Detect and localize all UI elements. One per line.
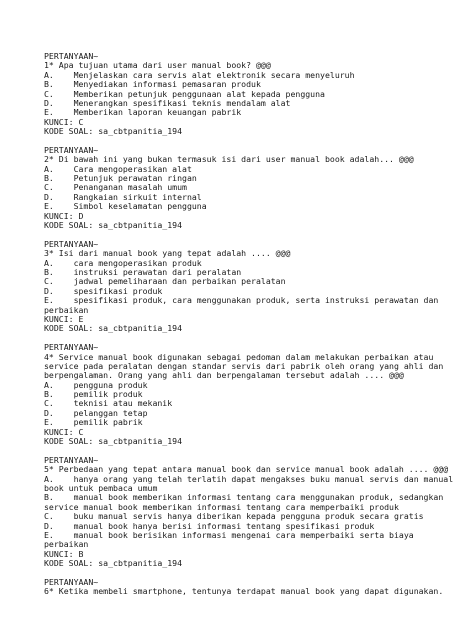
question-header: PERTANYAAN~ bbox=[44, 51, 99, 61]
question-line: E. Simbol keselamatan pengguna bbox=[44, 201, 207, 212]
question-line: KUNCI: E bbox=[44, 313, 84, 324]
question-line: D. pelanggan tetap bbox=[44, 407, 148, 418]
question-block bbox=[44, 343, 469, 446]
question-line: service pada peralatan dengan standar servis dari pabrik oleh orang yang ahli dan bbox=[44, 360, 444, 371]
question-line: KUNCI: B bbox=[44, 548, 84, 559]
question-line: D. spesifikasi produk bbox=[44, 285, 163, 296]
question-line: perbaikan bbox=[44, 539, 89, 550]
question-line: book untuk pembaca umum bbox=[44, 482, 158, 493]
question-line: B. pemilik produk bbox=[44, 389, 143, 400]
blank-line bbox=[44, 568, 469, 577]
question-header: PERTANYAAN~ bbox=[44, 144, 99, 155]
blank-line bbox=[44, 334, 469, 343]
question-line: 2* Di bawah ini yang bukan termasuk isi dari user manual book adalah... @@@ bbox=[44, 154, 414, 165]
question-line: A. hanya orang yang telah terlatih dapat mengakses buku manual servis dan manual bbox=[44, 473, 454, 484]
question-line: KUNCI: C bbox=[44, 116, 84, 127]
question-header: PERTANYAAN~ bbox=[44, 576, 99, 587]
question-line: E. pemilik pabrik bbox=[44, 417, 143, 428]
question-line: 5* Perbedaan yang tepat antara manual book dan service manual book adalah .... @@@ bbox=[44, 464, 449, 475]
question-line: B. instruksi perawatan dari peralatan bbox=[44, 266, 242, 277]
question-line: E. Memberikan laporan keuangan pabrik bbox=[44, 107, 242, 118]
blank-line bbox=[44, 137, 469, 146]
blank-line bbox=[44, 230, 469, 239]
question-block bbox=[44, 52, 469, 137]
question-line: 4* Service manual book digunakan sebagai pedoman dalam melakukan perbaikan atau bbox=[44, 351, 434, 362]
blank-line bbox=[44, 446, 469, 455]
question-line: B. Petunjuk perawatan ringan bbox=[44, 173, 197, 184]
question-header: PERTANYAAN~ bbox=[44, 454, 99, 465]
question-line: C. Penanganan masalah umum bbox=[44, 182, 187, 193]
question-line: KODE SOAL: sa_cbtpanitia_194 bbox=[44, 436, 183, 447]
question-line: A. cara mengoperasikan produk bbox=[44, 257, 202, 268]
question-line: KUNCI: C bbox=[44, 426, 84, 437]
question-line: A. pengguna produk bbox=[44, 379, 148, 390]
question-line: C. buku manual servis hanya diberikan kepada pengguna produk secara gratis bbox=[44, 511, 424, 522]
question-line: KODE SOAL: sa_cbtpanitia_194 bbox=[44, 126, 183, 137]
question-line: 1* Apa tujuan utama dari user manual book? @@@ bbox=[44, 60, 271, 71]
question-line: A. Cara mengoperasikan alat bbox=[44, 163, 192, 174]
question-block bbox=[44, 146, 469, 231]
question-line: E. manual book berisikan informasi mengenai cara memperbaiki serta biaya bbox=[44, 529, 414, 540]
question-line: A. Menjelaskan cara servis alat elektronik secara menyeluruh bbox=[44, 69, 355, 80]
question-line: B. manual book memberikan informasi tentang cara menggunakan produk, sedangkan bbox=[44, 492, 444, 503]
question-line: D. manual book hanya berisi informasi tentang spesifikasi produk bbox=[44, 520, 375, 531]
question-line: KODE SOAL: sa_cbtpanitia_194 bbox=[44, 323, 183, 334]
question-block bbox=[44, 456, 469, 569]
question-line: C. Memberikan petunjuk penggunaan alat kepada pengguna bbox=[44, 88, 325, 99]
question-header: PERTANYAAN~ bbox=[44, 342, 99, 353]
question-line: C. jadwal pemeliharaan dan perbaikan peralatan bbox=[44, 276, 286, 287]
question-line: 6* Ketika membeli smartphone, tentunya terdapat manual book yang dapat digunakan. bbox=[44, 586, 444, 597]
question-block bbox=[44, 578, 469, 597]
question-line: B. Menyediakan informasi pemasaran produk bbox=[44, 79, 261, 90]
question-line: 3* Isi dari manual book yang tepat adalah .... @@@ bbox=[44, 248, 291, 259]
document-page bbox=[44, 52, 469, 597]
question-line: KODE SOAL: sa_cbtpanitia_194 bbox=[44, 558, 183, 569]
question-line: C. teknisi atau mekanik bbox=[44, 398, 173, 409]
question-line: E. spesifikasi produk, cara menggunakan produk, serta instruksi perawatan dan bbox=[44, 295, 439, 306]
question-header: PERTANYAAN~ bbox=[44, 238, 99, 249]
question-line: D. Menerangkan spesifikasi teknis mendalam alat bbox=[44, 97, 291, 108]
question-line: KODE SOAL: sa_cbtpanitia_194 bbox=[44, 220, 183, 231]
question-line: service manual book memberikan informasi tentang cara memperbaiki produk bbox=[44, 501, 399, 512]
question-line: KUNCI: D bbox=[44, 210, 84, 221]
question-block bbox=[44, 240, 469, 334]
question-line: perbaikan bbox=[44, 304, 89, 315]
question-line: D. Rangkaian sirkuit internal bbox=[44, 191, 202, 202]
question-line: berpengalaman. Orang yang ahli dan berpengalaman tersebut adalah .... @@@ bbox=[44, 370, 404, 381]
